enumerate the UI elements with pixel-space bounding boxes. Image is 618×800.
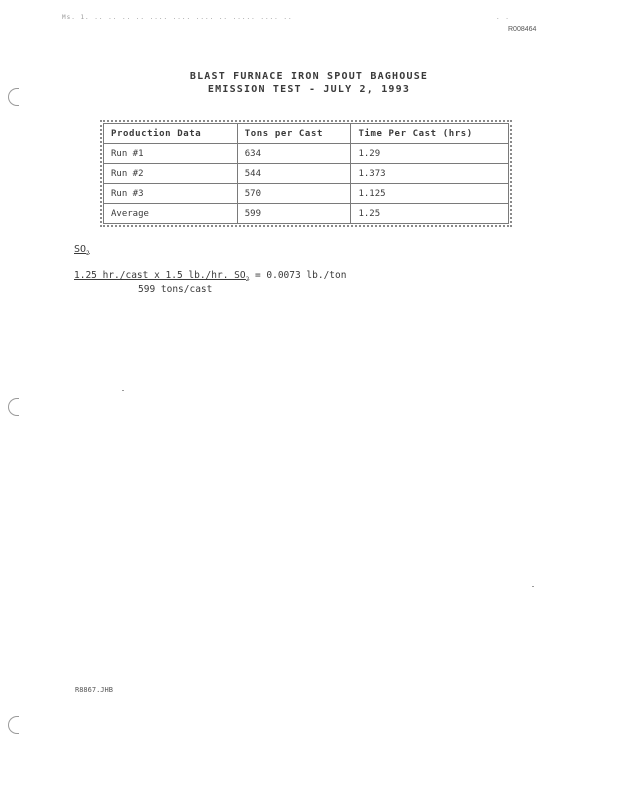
table-cell: 634 (237, 144, 351, 164)
table-header-row (104, 124, 509, 144)
so2-label: SO (74, 244, 87, 255)
table-cell: Run #1 (104, 144, 238, 164)
table-row (104, 164, 509, 184)
header-cell: Tons per Cast (237, 124, 351, 144)
document-id: R008464 (508, 26, 537, 33)
scan-speck (532, 586, 534, 587)
table-cell: 1.25 (351, 204, 509, 224)
table-row (104, 184, 509, 204)
footer-code: R8867.JHB (75, 686, 113, 694)
calc-part-1: 1.25 hr./cast x 1.5 lb./hr. SO (74, 270, 246, 281)
table-row (104, 204, 509, 224)
calc-result: = 0.0073 lb./ton (249, 270, 347, 281)
table-row (104, 144, 509, 164)
header-cell: Production Data (104, 124, 238, 144)
calc-numerator (74, 270, 249, 281)
table-cell: 1.125 (351, 184, 509, 204)
so2-subscript: 2 (86, 250, 90, 257)
table-cell: Average (104, 204, 238, 224)
scan-speck (122, 390, 124, 391)
punch-hole-mark (8, 88, 19, 106)
table-cell: Run #2 (104, 164, 238, 184)
so2-heading (74, 244, 90, 257)
emission-calculation (74, 270, 346, 283)
table-cell: 1.373 (351, 164, 509, 184)
scan-artifact-text: Ms. 1. .. .. .. .. .... .... .... .. ..... .... .. (62, 14, 293, 21)
title-line-1: BLAST FURNACE IRON SPOUT BAGHOUSE (189, 71, 429, 82)
calc-denominator: 599 tons/cast (138, 284, 213, 295)
table-cell: 1.29 (351, 144, 509, 164)
calc-subscript: 2 (245, 275, 250, 283)
corner-mark: . . (496, 14, 510, 21)
punch-hole-mark (8, 398, 19, 416)
title-line-2: EMISSION TEST - JULY 2, 1993 (207, 84, 411, 95)
table-cell: 570 (237, 184, 351, 204)
production-data-table (103, 123, 509, 224)
table-cell: 599 (237, 204, 351, 224)
table-cell: Run #3 (104, 184, 238, 204)
punch-hole-mark (8, 716, 19, 734)
table-cell: 544 (237, 164, 351, 184)
header-cell: Time Per Cast (hrs) (351, 124, 509, 144)
